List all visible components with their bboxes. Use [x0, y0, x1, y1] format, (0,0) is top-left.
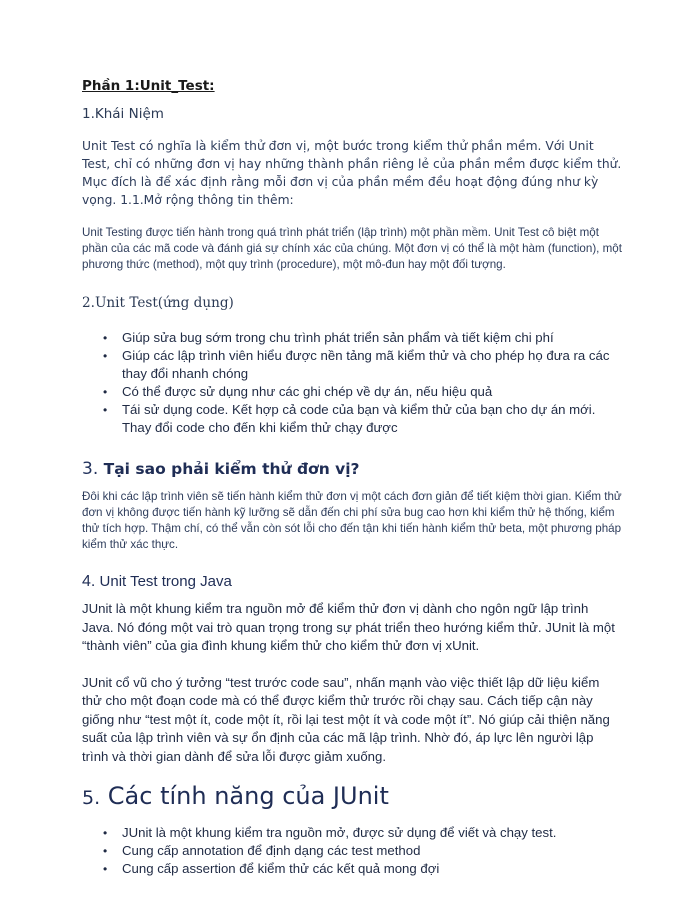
section-5-bullet-list	[82, 824, 622, 878]
section-2-heading: 2.Unit Test(ứng dụng)	[82, 295, 234, 311]
section-3-title: Tại sao phải kiểm thử đơn vị?	[103, 460, 360, 478]
section-1-paragraph-2: Unit Testing được tiến hành trong quá trình phát triển (lập trình) một phần mềm. Unit Test cô biệt một phần của các mã code và đánh giá sự chính xác của chúng. Một đơn vị có thể là một hàm (function), một phương thức (method), một quy trình (procedure), một mô-đun hay một đối tượng.	[82, 226, 622, 271]
section-5-number: 5.	[82, 787, 101, 809]
section-4-number: 4.	[82, 573, 96, 590]
section-4-heading	[82, 573, 622, 591]
bullet-icon: •	[103, 385, 108, 399]
section-4-title: Unit Test trong Java	[99, 573, 232, 590]
document-content	[82, 78, 622, 878]
section-1-paragraph-1: Unit Test có nghĩa là kiểm thử đơn vị, một bước trong kiểm thử phần mềm. Với Unit Test, chỉ có những đơn vị hay những thành phần riêng lẻ của phần mềm được kiểm thử. Mục đích là để xác định rằng mỗi đơn vị của phần mềm đều hoạt động đúng như kỳ vọng. 1.1.Mở rộng thông tin thêm:	[82, 139, 622, 207]
list-item: • Giúp các lập trình viên hiểu được nền tảng mã kiểm thử và cho phép họ đưa ra các thay đổi nhanh chóng	[103, 348, 610, 381]
bullet-icon: •	[103, 826, 108, 840]
list-item: • Cung cấp annotation để định dạng các test method	[103, 843, 421, 858]
list-item: • JUnit là một khung kiểm tra nguồn mở, được sử dụng để viết và chạy test.	[103, 825, 557, 840]
section-5-heading	[82, 782, 622, 810]
section-4-paragraph-2: JUnit cổ vũ cho ý tưởng “test trước code sau”, nhấn mạnh vào việc thiết lập dữ liệu kiểm thử cho một đoạn code mà có thể được kiểm thử trước rồi chạy sau. Cách tiếp cận này giống như “test một ít, code một ít, rồi lại test một ít và code một ít”. Nó giúp cải thiện năng suất của lập trình viên và sự ổn định của các mã lập trình. Nhờ đó, áp lực lên người lập trình và thời gian dành để sửa lỗi được giảm xuống.	[82, 674, 610, 764]
part-title: Phần 1:Unit_Test:	[82, 78, 215, 94]
bullet-icon: •	[103, 403, 108, 417]
section-2-bullet-list	[82, 329, 622, 437]
section-3-number: 3.	[82, 459, 99, 479]
list-item: • Cung cấp assertion để kiểm thử các kết quả mong đợi	[103, 861, 440, 876]
section-3-paragraph: Đôi khi các lập trình viên sẽ tiến hành kiểm thử đơn vị một cách đơn giản để tiết kiệm thời gian. Kiểm thử đơn vị không được tiến hành kỹ lưỡng sẽ dẫn đến chi phí sửa bug cao hơn khi kiểm thử hệ thống, kiểm thử tích hợp. Thậm chí, có thể vẫn còn sót lỗi cho đến tận khi tiến hành kiểm thử beta, một phương pháp kiểm thử xác thực.	[82, 490, 622, 551]
section-3-heading	[82, 459, 622, 479]
list-item: • Tái sử dụng code. Kết hợp cả code của bạn và kiểm thử của bạn cho dự án mới. Thay đổi code cho đến khi kiểm thử chạy được	[103, 402, 596, 435]
section-1-heading: 1.Khái Niệm	[82, 106, 164, 122]
bullet-icon: •	[103, 862, 108, 876]
bullet-icon: •	[103, 349, 108, 363]
section-4-paragraph-1: JUnit là một khung kiểm tra nguồn mở để kiểm thử đơn vị dành cho ngôn ngữ lập trình Java. Nó đóng một vai trò quan trọng trong sự phát triển theo hướng kiểm thử. JUnit là một “thành viên” của gia đình khung kiểm thử cho kiểm thử đơn vị xUnit.	[82, 601, 615, 653]
list-item: • Giúp sửa bug sớm trong chu trình phát triển sản phẩm và tiết kiệm chi phí	[103, 330, 554, 345]
bullet-icon: •	[103, 331, 108, 345]
section-5-title: Các tính năng của JUnit	[107, 782, 389, 810]
bullet-icon: •	[103, 844, 108, 858]
list-item: • Có thể được sử dụng như các ghi chép về dự án, nếu hiệu quả	[103, 384, 493, 399]
